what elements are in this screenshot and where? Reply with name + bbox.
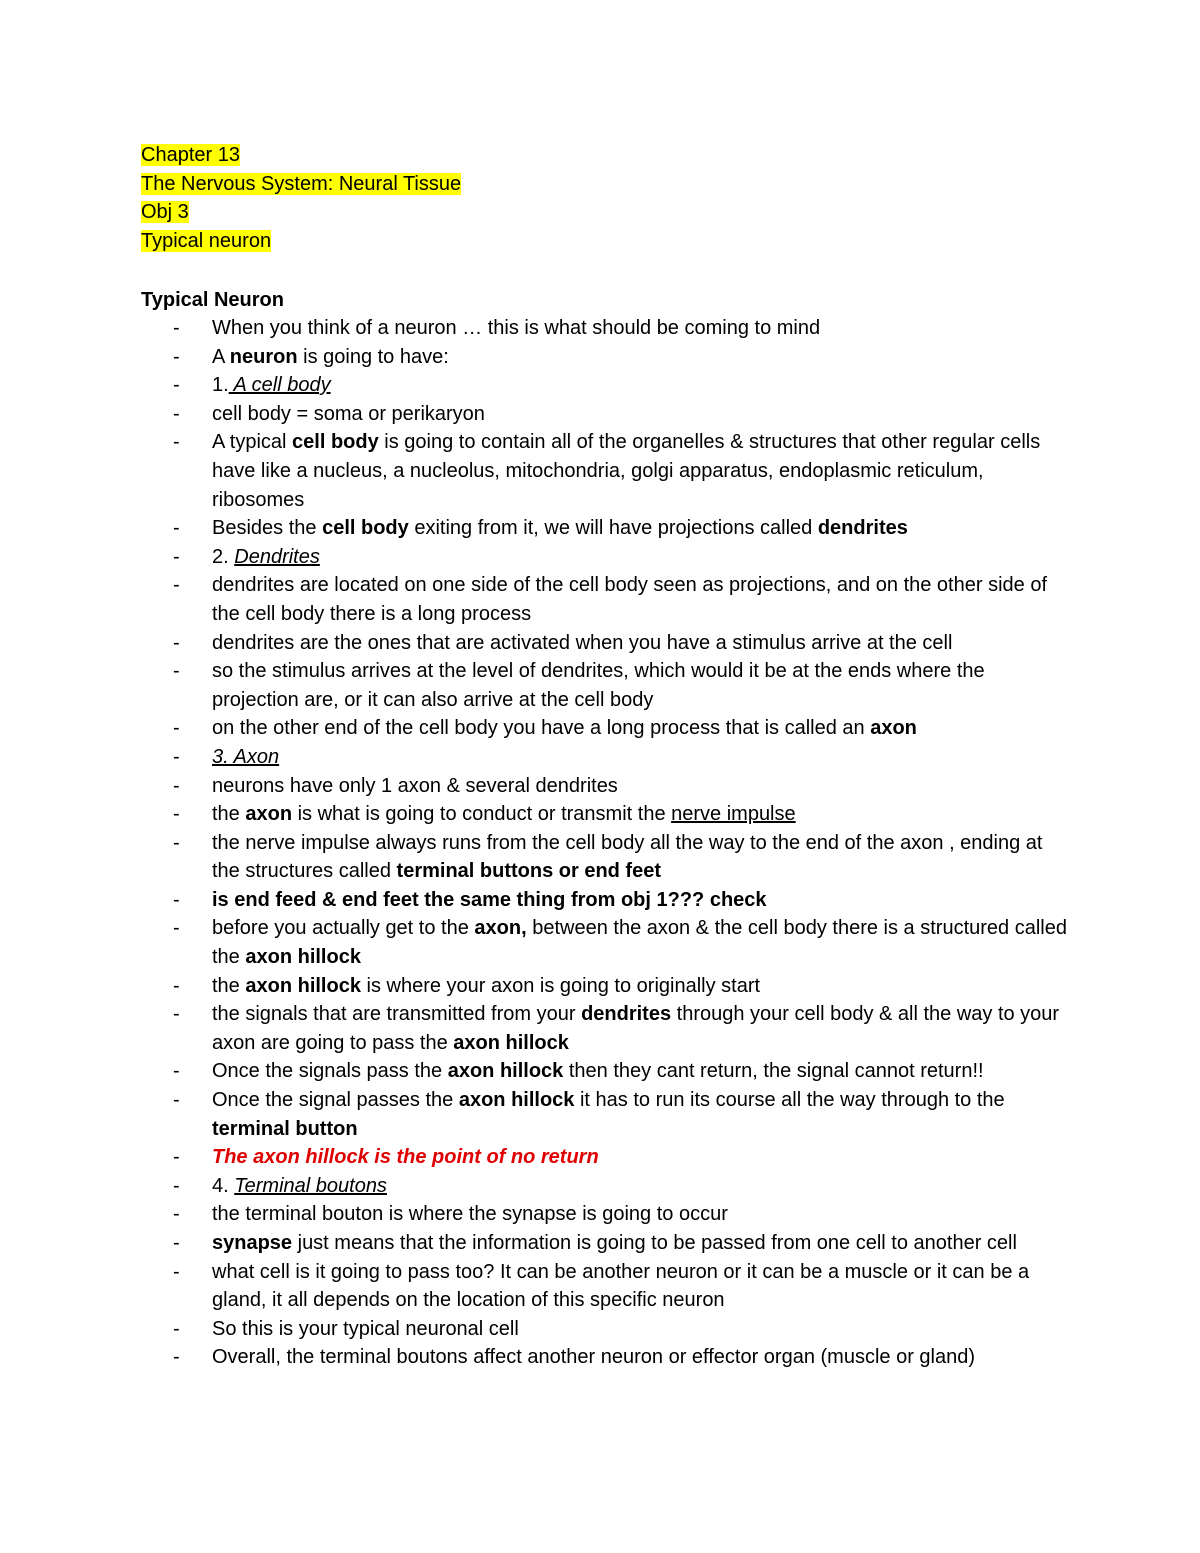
list-item-text: the nerve impulse always runs from the cell body all the way to the end of the axon , ending at the structures called [212,831,1043,883]
list-item-text: So this is your typical neuronal cell [212,1317,519,1340]
list-item [141,1229,1071,1258]
list-item-text: what cell is it going to pass too? It can be another neuron or it can be a muscle or it can be a gland, it all depends on the location of this specific neuron [212,1260,1030,1312]
list-item-text: axon hillock [245,974,361,997]
bullet-dash: - [173,317,180,339]
bullet-dash: - [173,345,180,368]
list-item-text: terminal button [212,1117,358,1140]
list-item [141,1315,1071,1344]
list-item-text: then they cant return, the signal cannot return!! [563,1060,984,1083]
list-item-text: Dendrites [234,545,320,568]
list-item [141,543,1071,572]
list-item-text: Once the signal passes the [212,1089,459,1112]
list-item [141,371,1071,400]
list-item-text: When you think of a neuron … this is what should be coming to mind [212,317,821,339]
bullet-dash: - [173,631,180,654]
list-item [141,886,1071,915]
bullet-dash: - [173,1146,180,1169]
list-item [141,1057,1071,1086]
list-item-text: The axon hillock is the point of no return [212,1146,599,1169]
list-item-text: axon hillock [245,946,361,969]
list-item [141,428,1071,514]
list-item [141,343,1071,372]
list-item [141,714,1071,743]
list-item-text: Once the signals pass the [212,1060,448,1083]
objective-label: Obj 3 [141,201,189,224]
list-item [141,514,1071,543]
bullet-dash: - [173,545,180,568]
list-item [141,972,1071,1001]
list-item [141,1172,1071,1201]
list-item [141,657,1071,714]
list-item-text: Overall, the terminal boutons affect another neuron or effector organ (muscle or gland) [212,1346,976,1369]
bullet-dash: - [173,660,180,683]
list-item [141,914,1071,971]
list-item-text: terminal buttons or end feet [396,860,661,883]
bullet-dash: - [173,1260,180,1283]
list-item [141,743,1071,772]
list-item-text: Besides the [212,517,323,540]
list-item-text: 4. [212,1174,235,1197]
list-item-text: cell body [292,431,379,454]
list-item-text: the terminal bouton is where the synapse is going to occur [212,1203,728,1226]
list-item-text: 1. [212,374,229,397]
list-item [141,400,1071,429]
bullet-dash: - [173,917,180,940]
list-item-text: axon [870,717,917,740]
topic-label: Typical neuron [141,229,272,252]
list-item-text: dendrites are the ones that are activated when you have a stimulus arrive at the cell [212,631,953,654]
bullet-dash: - [173,517,180,540]
list-item [141,1200,1071,1229]
list-item-text: so the stimulus arrives at the level of dendrites, which would it be at the ends where the projection are, or it can also arrive at the cell body [212,660,985,711]
list-item [141,1143,1071,1172]
bullet-dash: - [173,1003,180,1026]
list-item-text: neuron [229,345,298,368]
list-item-text: A typical [212,431,293,454]
list-item-text: the [212,974,246,997]
list-item-text: exiting from it, we will have projections called [408,517,818,540]
list-item-text: is end feed & end feet the same thing from obj 1??? check [212,888,767,911]
list-item-text: axon hillock [447,1060,564,1083]
document-header [141,141,461,255]
list-item-text: dendrites [817,517,908,540]
bullet-dash: - [173,831,180,854]
list-item-text: axon hillock [453,1031,569,1054]
bullet-dash: - [173,402,180,425]
list-item-text: dendrites are located on one side of the cell body seen as projections, and on the other side of the cell body there is a long process [212,574,1047,625]
list-item-text: axon [245,803,293,826]
list-item-text: Terminal boutons [234,1174,387,1197]
bullet-dash: - [173,888,180,911]
list-item-text: the [212,803,246,826]
list-item-text: is what is going to conduct or transmit the [292,803,672,826]
list-item-text: is going to contain all of the organelles & structures that other regular cells have like a nucleus, a nucleolus, mitochondria, golgi apparatus, endoplasmic reticulum, ribosomes [212,431,1041,511]
bullet-dash: - [173,1346,180,1369]
list-item [141,829,1071,886]
bullet-dash: - [173,1174,180,1197]
bullet-dash: - [173,374,180,397]
list-item-text: on the other end of the cell body you have a long process that is called an [212,717,871,740]
list-item [141,629,1071,658]
list-item-text: nerve impulse [671,803,796,826]
list-item [141,1000,1071,1057]
list-item-text: just means that the information is going to be passed from one cell to another cell [292,1232,1017,1254]
list-item-text: synapse [212,1232,293,1254]
list-item-text: dendrites [581,1003,672,1026]
list-item-text: cell body [322,517,409,540]
list-item-text: axon hillock [458,1089,575,1112]
bullet-dash: - [173,1060,180,1083]
list-item [141,772,1071,801]
bullet-dash: - [173,1232,180,1254]
list-item-text: cell body = soma or perikaryon [212,402,485,425]
bullet-dash: - [173,574,180,597]
list-item-text: A cell body [228,374,331,397]
list-item [141,571,1071,628]
list-item-text: is going to have: [297,345,449,368]
list-item-text: A [212,345,230,368]
list-item-text: neurons have only 1 axon & several dendrites [212,774,618,797]
list-item [141,314,1071,343]
list-item-text: the signals that are transmitted from your [212,1003,582,1026]
bullet-dash: - [173,431,180,454]
list-item-text: 3. Axon [212,745,280,768]
list-item-text: between the axon & the cell body there is a structured called the [212,917,1067,969]
list-item [141,1343,1071,1372]
notes-list [141,314,1071,1372]
list-item [141,1086,1071,1143]
bullet-dash: - [173,745,180,768]
bullet-dash: - [173,717,180,740]
bullet-dash: - [173,1089,180,1112]
list-item-text: through your cell body & all the way to your axon are going to pass the [212,1003,1060,1054]
list-item-text: it has to run its course all the way through to the [574,1089,1005,1112]
list-item-text: before you actually get to the [212,917,475,940]
list-item [141,800,1071,829]
list-item-text: 2. [212,545,235,568]
chapter-heading: Chapter 13 [141,144,240,166]
section-title: Typical Neuron [141,289,284,311]
bullet-dash: - [173,974,180,997]
list-item-text: axon, [474,917,527,940]
list-item-text: is where your axon is going to originally start [360,974,761,997]
list-item [141,1258,1071,1315]
bullet-dash: - [173,1203,180,1226]
bullet-dash: - [173,1317,180,1340]
bullet-dash: - [173,803,180,826]
chapter-title: The Nervous System: Neural Tissue [141,172,462,195]
bullet-dash: - [173,774,180,797]
